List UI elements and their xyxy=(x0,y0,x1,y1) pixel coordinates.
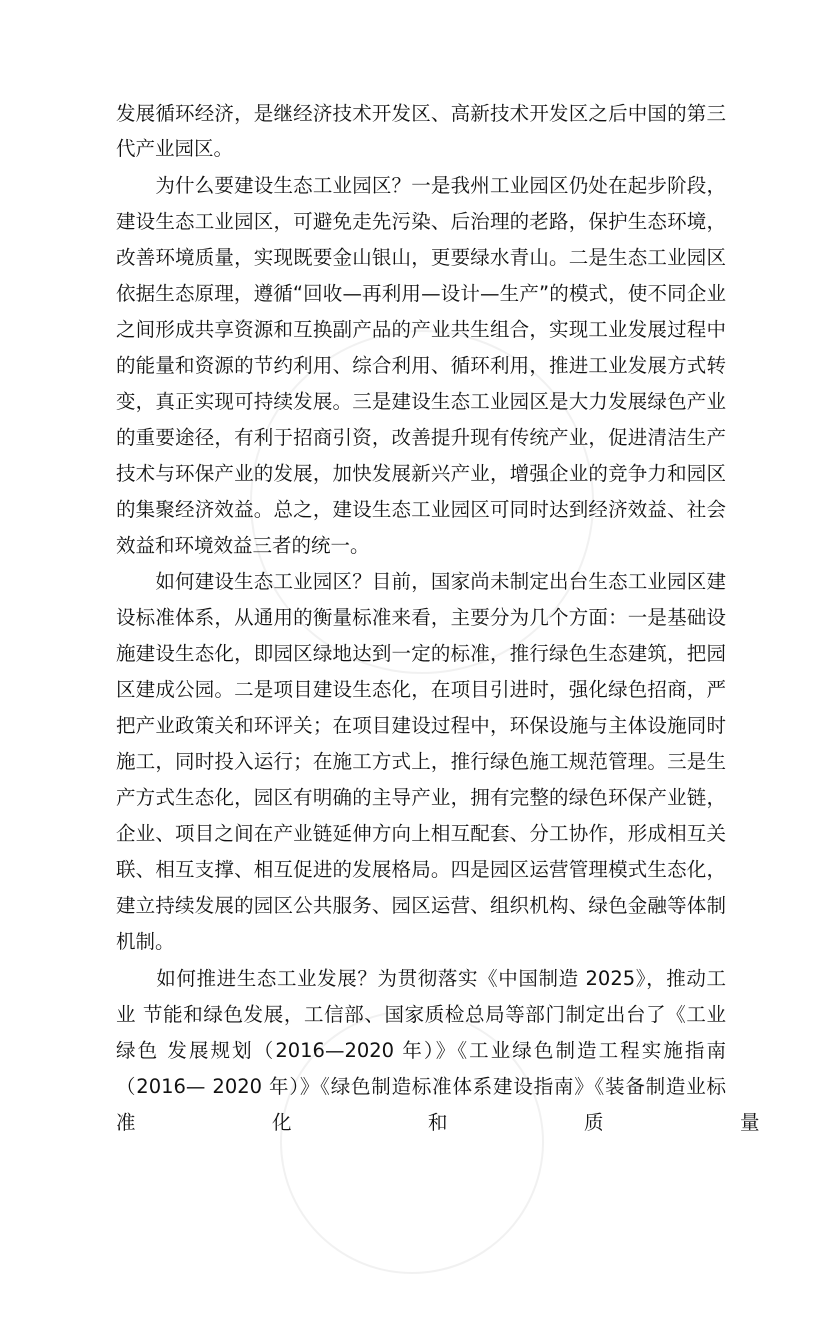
text-line: 绿色 发展规划（2016—2020 年）》《工业绿色制造工程实施指南 xyxy=(116,1039,726,1062)
text-line: 施工，同时投入运行；在施工方式上，推行绿色施工规范管理。三是生 xyxy=(116,750,726,773)
text-line: 机制。 xyxy=(116,930,175,953)
text-line: 联、相互支撑、相互促进的发展格局。四是园区运营管理模式生态化， xyxy=(116,858,726,881)
text-line: 变，真正实现可持续发展。三是建设生态工业园区是大力发展绿色产业 xyxy=(116,390,726,413)
text-line: （2016— 2020 年）》《绿色制造标准体系建设指南》《装备制造业标 xyxy=(116,1075,726,1098)
text-line: 为什么要建设生态工业园区？一是我州工业园区仍处在起步阶段， xyxy=(116,174,726,197)
text-line: 业 节能和绿色发展，工信部、国家质检总局等部门制定出台了《工业 xyxy=(116,1003,726,1026)
text-line: 建设生态工业园区，可避免走先污染、后治理的老路，保护生态环境， xyxy=(116,210,726,233)
text-line: 准 化 和 质 量 xyxy=(116,1111,760,1134)
text-line: 企业、项目之间在产业链延伸方向上相互配套、分工协作，形成相互关 xyxy=(116,822,726,845)
text-line: 的集聚经济效益。总之，建设生态工业园区可同时达到经济效益、社会 xyxy=(116,498,726,521)
text-line: 代产业园区。 xyxy=(116,137,234,160)
text-line: 如何推进生态工业发展？为贯彻落实《中国制造 2025》，推动工 xyxy=(116,967,726,990)
text-line: 建立持续发展的园区公共服务、园区运营、组织机构、绿色金融等体制 xyxy=(116,894,726,917)
text-line: 的能量和资源的节约利用、综合利用、循环利用，推进工业发展方式转 xyxy=(116,354,726,377)
text-line: 区建成公园。二是项目建设生态化，在项目引进时，强化绿色招商，严 xyxy=(116,678,726,701)
text-line: 设标准体系，从通用的衡量标准来看，主要分为几个方面：一是基础设 xyxy=(116,606,726,629)
text-line: 依据生态原理，遵循“回收—再利用—设计—生产”的模式，使不同企业 xyxy=(116,282,726,305)
text-line: 产方式生态化，园区有明确的主导产业，拥有完整的绿色环保产业链， xyxy=(116,786,726,809)
text-line: 的重要途径，有利于招商引资，改善提升现有传统产业，促进清洁生产 xyxy=(116,426,726,449)
text-line: 施建设生态化，即园区绿地达到一定的标准，推行绿色生态建筑，把园 xyxy=(116,642,726,665)
text-line: 技术与环保产业的发展，加快发展新兴产业，增强企业的竞争力和园区 xyxy=(116,462,726,485)
text-line: 发展循环经济，是继经济技术开发区、高新技术开发区之后中国的第三 xyxy=(116,102,726,125)
text-line: 效益和环境效益三者的统一。 xyxy=(116,534,370,557)
text-line: 把产业政策关和环评关；在项目建设过程中，环保设施与主体设施同时 xyxy=(116,714,726,737)
text-line: 改善环境质量，实现既要金山银山，更要绿水青山。二是生态工业园区 xyxy=(116,246,726,269)
text-line: 之间形成共享资源和互换副产品的产业共生组合，实现工业发展过程中 xyxy=(116,318,726,341)
text-line: 如何建设生态工业园区？目前，国家尚未制定出台生态工业园区建 xyxy=(116,570,726,593)
